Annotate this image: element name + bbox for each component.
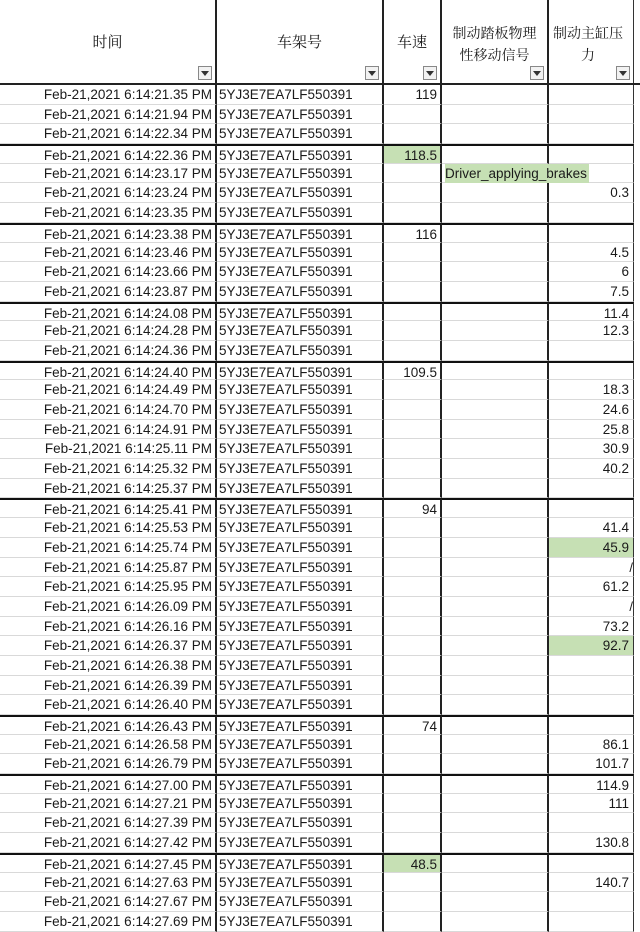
table-row[interactable] (0, 420, 640, 440)
cell-time[interactable]: Feb-21,2021 6:14:24.91 PM (0, 420, 217, 440)
cell-vin[interactable]: 5YJ3E7EA7LF550391 (217, 715, 384, 735)
cell-pressure[interactable]: 30.9 (549, 439, 634, 459)
table-row[interactable] (0, 636, 640, 656)
filter-dropdown-icon[interactable] (423, 66, 437, 80)
cell-time[interactable]: Feb-21,2021 6:14:24.36 PM (0, 341, 217, 361)
cell-speed[interactable] (384, 794, 442, 814)
cell-brake-signal[interactable] (442, 85, 549, 105)
table-row[interactable] (0, 203, 640, 223)
cell-speed[interactable]: 48.5 (384, 853, 442, 873)
cell-pressure[interactable] (549, 479, 634, 499)
cell-speed[interactable] (384, 479, 442, 499)
cell-speed[interactable] (384, 873, 442, 893)
cell-vin[interactable]: 5YJ3E7EA7LF550391 (217, 341, 384, 361)
table-row[interactable] (0, 105, 640, 125)
table-body (0, 85, 640, 932)
cell-brake-signal[interactable] (442, 558, 549, 578)
cell-vin[interactable]: 5YJ3E7EA7LF550391 (217, 912, 384, 932)
cell-speed[interactable] (384, 439, 442, 459)
cell-brake-signal[interactable] (442, 380, 549, 400)
table-row[interactable] (0, 282, 640, 302)
cell-vin[interactable]: 5YJ3E7EA7LF550391 (217, 558, 384, 578)
cell-pressure[interactable]: 73.2 (549, 617, 634, 637)
cell-time[interactable]: Feb-21,2021 6:14:21.94 PM (0, 105, 217, 125)
cell-vin[interactable]: 5YJ3E7EA7LF550391 (217, 774, 384, 794)
cell-time[interactable]: Feb-21,2021 6:14:22.34 PM (0, 124, 217, 144)
cell-vin[interactable]: 5YJ3E7EA7LF550391 (217, 518, 384, 538)
cell-speed[interactable] (384, 262, 442, 282)
cell-vin[interactable]: 5YJ3E7EA7LF550391 (217, 243, 384, 263)
table-row[interactable] (0, 518, 640, 538)
table-row[interactable] (0, 676, 640, 696)
cell-time[interactable]: Feb-21,2021 6:14:27.63 PM (0, 873, 217, 893)
table-row[interactable] (0, 715, 640, 735)
table-row[interactable] (0, 164, 640, 184)
cell-pressure[interactable]: 18.3 (549, 380, 634, 400)
cell-vin[interactable]: 5YJ3E7EA7LF550391 (217, 833, 384, 853)
cell-brake-signal[interactable] (442, 479, 549, 499)
cell-vin[interactable]: 5YJ3E7EA7LF550391 (217, 676, 384, 696)
cell-time[interactable]: Feb-21,2021 6:14:25.74 PM (0, 538, 217, 558)
cell-vin[interactable]: 5YJ3E7EA7LF550391 (217, 656, 384, 676)
cell-speed[interactable] (384, 597, 442, 617)
cell-brake-signal[interactable] (442, 873, 549, 893)
filter-dropdown-icon[interactable] (365, 66, 379, 80)
cell-brake-signal[interactable] (442, 124, 549, 144)
cell-pressure[interactable] (549, 105, 634, 125)
cell-speed[interactable] (384, 892, 442, 912)
cell-time[interactable]: Feb-21,2021 6:14:26.16 PM (0, 617, 217, 637)
cell-time[interactable]: Feb-21,2021 6:14:25.95 PM (0, 577, 217, 597)
cell-pressure[interactable]: 45.9 (549, 538, 634, 558)
cell-speed[interactable] (384, 912, 442, 932)
cell-time[interactable]: Feb-21,2021 6:14:25.41 PM (0, 498, 217, 518)
cell-brake-signal[interactable] (442, 695, 549, 715)
cell-vin[interactable]: 5YJ3E7EA7LF550391 (217, 380, 384, 400)
column-title-vin: 车架号 (276, 34, 322, 51)
cell-pressure[interactable]: 61.2 (549, 577, 634, 597)
cell-speed[interactable] (384, 420, 442, 440)
cell-pressure[interactable] (549, 695, 634, 715)
cell-time[interactable]: Feb-21,2021 6:14:26.43 PM (0, 715, 217, 735)
table-row[interactable] (0, 223, 640, 243)
cell-vin[interactable]: 5YJ3E7EA7LF550391 (217, 302, 384, 322)
cell-pressure[interactable] (549, 558, 634, 578)
cell-time[interactable]: Feb-21,2021 6:14:25.87 PM (0, 558, 217, 578)
table-row[interactable] (0, 144, 640, 164)
table-header (0, 0, 640, 85)
cell-speed[interactable] (384, 203, 442, 223)
cell-time[interactable]: Feb-21,2021 6:14:26.09 PM (0, 597, 217, 617)
cell-pressure[interactable] (549, 203, 634, 223)
cell-speed[interactable]: 118.5 (384, 144, 442, 164)
cell-brake-signal[interactable] (442, 164, 587, 184)
cell-time[interactable]: Feb-21,2021 6:14:24.08 PM (0, 302, 217, 322)
cell-speed[interactable] (384, 105, 442, 125)
cell-speed[interactable]: 116 (384, 223, 442, 243)
cell-speed[interactable] (384, 321, 442, 341)
cell-brake-signal[interactable] (442, 715, 549, 735)
cell-vin[interactable]: 5YJ3E7EA7LF550391 (217, 892, 384, 912)
cell-pressure[interactable] (549, 144, 634, 164)
cell-time[interactable]: Feb-21,2021 6:14:27.45 PM (0, 853, 217, 873)
cell-pressure[interactable]: 6 (549, 262, 634, 282)
truncated-value-marker: / (629, 559, 633, 575)
cell-brake-signal[interactable] (442, 656, 549, 676)
table-row[interactable] (0, 459, 640, 479)
cell-pressure[interactable] (549, 853, 634, 873)
cell-pressure[interactable]: 41.4 (549, 518, 634, 538)
cell-speed[interactable]: 109.5 (384, 361, 442, 381)
cell-speed[interactable] (384, 459, 442, 479)
table-row[interactable] (0, 695, 640, 715)
cell-pressure[interactable]: 0.3 (549, 183, 634, 203)
cell-pressure[interactable]: 40.2 (549, 459, 634, 479)
cell-brake-signal[interactable] (442, 321, 549, 341)
column-header-pressure[interactable] (549, 0, 634, 83)
cell-speed[interactable] (384, 636, 442, 656)
cell-time[interactable]: Feb-21,2021 6:14:26.40 PM (0, 695, 217, 715)
cell-vin[interactable]: 5YJ3E7EA7LF550391 (217, 597, 384, 617)
cell-vin[interactable]: 5YJ3E7EA7LF550391 (217, 853, 384, 873)
cell-vin[interactable]: 5YJ3E7EA7LF550391 (217, 223, 384, 243)
cell-vin[interactable]: 5YJ3E7EA7LF550391 (217, 124, 384, 144)
cell-brake-signal[interactable] (442, 223, 549, 243)
cell-vin[interactable]: 5YJ3E7EA7LF550391 (217, 420, 384, 440)
column-title-pressure-line1: 制动主缸压 (553, 25, 623, 41)
cell-vin[interactable]: 5YJ3E7EA7LF550391 (217, 498, 384, 518)
table-row[interactable] (0, 321, 640, 341)
cell-speed[interactable] (384, 676, 442, 696)
cell-vin[interactable]: 5YJ3E7EA7LF550391 (217, 794, 384, 814)
cell-brake-signal[interactable] (442, 243, 549, 263)
cell-time[interactable]: Feb-21,2021 6:14:25.32 PM (0, 459, 217, 479)
table-row[interactable] (0, 538, 640, 558)
column-title-pressure-line2: 力 (581, 47, 595, 63)
cell-brake-signal[interactable] (442, 794, 549, 814)
cell-vin[interactable]: 5YJ3E7EA7LF550391 (217, 85, 384, 105)
cell-brake-signal[interactable] (442, 912, 549, 932)
cell-pressure[interactable]: 11.4 (549, 302, 634, 322)
cell-time[interactable]: Feb-21,2021 6:14:24.49 PM (0, 380, 217, 400)
cell-time[interactable]: Feb-21,2021 6:14:21.35 PM (0, 85, 217, 105)
cell-brake-signal[interactable] (442, 203, 549, 223)
table-row[interactable] (0, 794, 640, 814)
cell-brake-signal[interactable] (442, 617, 549, 637)
cell-time[interactable]: Feb-21,2021 6:14:22.36 PM (0, 144, 217, 164)
cell-pressure[interactable]: 24.6 (549, 400, 634, 420)
cell-time[interactable]: Feb-21,2021 6:14:26.79 PM (0, 754, 217, 774)
table-row[interactable] (0, 380, 640, 400)
cell-vin[interactable]: 5YJ3E7EA7LF550391 (217, 538, 384, 558)
cell-vin[interactable]: 5YJ3E7EA7LF550391 (217, 282, 384, 302)
table-row[interactable] (0, 400, 640, 420)
brake-signal-text: Driver_applying_brakes (445, 164, 589, 184)
cell-pressure[interactable] (549, 715, 634, 735)
cell-time[interactable]: Feb-21,2021 6:14:27.00 PM (0, 774, 217, 794)
cell-pressure[interactable]: 25.8 (549, 420, 634, 440)
cell-vin[interactable]: 5YJ3E7EA7LF550391 (217, 479, 384, 499)
cell-vin[interactable]: 5YJ3E7EA7LF550391 (217, 577, 384, 597)
column-title-pressure (549, 22, 633, 66)
table-row[interactable] (0, 813, 640, 833)
table-row[interactable] (0, 124, 640, 144)
cell-pressure[interactable]: 7.5 (549, 282, 634, 302)
cell-brake-signal[interactable] (442, 459, 549, 479)
cell-time[interactable]: Feb-21,2021 6:14:26.38 PM (0, 656, 217, 676)
cell-vin[interactable]: 5YJ3E7EA7LF550391 (217, 439, 384, 459)
column-title-time: 时间 (92, 34, 123, 51)
cell-speed[interactable] (384, 380, 442, 400)
cell-time[interactable]: Feb-21,2021 6:14:23.17 PM (0, 164, 217, 184)
truncated-value-marker: / (629, 598, 633, 614)
cell-speed[interactable] (384, 774, 442, 794)
table-row[interactable] (0, 183, 640, 203)
cell-time[interactable]: Feb-21,2021 6:14:25.53 PM (0, 518, 217, 538)
cell-brake-signal[interactable] (442, 400, 549, 420)
cell-pressure[interactable] (549, 498, 634, 518)
cell-pressure[interactable] (549, 676, 634, 696)
cell-speed[interactable] (384, 400, 442, 420)
cell-pressure[interactable] (549, 341, 634, 361)
cell-brake-signal[interactable] (442, 439, 549, 459)
column-header-time[interactable] (0, 0, 217, 83)
cell-brake-signal[interactable] (442, 518, 549, 538)
table-row[interactable] (0, 617, 640, 637)
cell-pressure[interactable]: 130.8 (549, 833, 634, 853)
cell-time[interactable]: Feb-21,2021 6:14:27.21 PM (0, 794, 217, 814)
cell-vin[interactable]: 5YJ3E7EA7LF550391 (217, 164, 384, 184)
cell-speed[interactable] (384, 754, 442, 774)
cell-brake-signal[interactable] (442, 183, 549, 203)
cell-time[interactable]: Feb-21,2021 6:14:23.35 PM (0, 203, 217, 223)
cell-pressure[interactable]: 111 (549, 794, 634, 814)
cell-brake-signal[interactable] (442, 833, 549, 853)
table-row[interactable] (0, 243, 640, 263)
cell-pressure[interactable]: 4.5 (549, 243, 634, 263)
table-row[interactable] (0, 912, 640, 932)
cell-vin[interactable]: 5YJ3E7EA7LF550391 (217, 735, 384, 755)
cell-vin[interactable]: 5YJ3E7EA7LF550391 (217, 144, 384, 164)
cell-vin[interactable]: 5YJ3E7EA7LF550391 (217, 754, 384, 774)
cell-brake-signal[interactable] (442, 813, 549, 833)
filter-dropdown-icon[interactable] (616, 66, 630, 80)
table-row[interactable] (0, 597, 640, 617)
cell-brake-signal[interactable] (442, 420, 549, 440)
cell-vin[interactable]: 5YJ3E7EA7LF550391 (217, 321, 384, 341)
cell-vin[interactable]: 5YJ3E7EA7LF550391 (217, 262, 384, 282)
cell-speed[interactable] (384, 695, 442, 715)
cell-time[interactable]: Feb-21,2021 6:14:27.69 PM (0, 912, 217, 932)
cell-speed[interactable] (384, 617, 442, 637)
cell-time[interactable]: Feb-21,2021 6:14:27.39 PM (0, 813, 217, 833)
cell-speed[interactable] (384, 735, 442, 755)
cell-brake-signal[interactable] (442, 498, 549, 518)
cell-pressure[interactable]: 92.7 (549, 636, 634, 656)
cell-speed[interactable] (384, 164, 442, 184)
cell-brake-signal[interactable] (442, 636, 549, 656)
table-row[interactable] (0, 558, 640, 578)
table-row[interactable] (0, 361, 640, 381)
cell-pressure[interactable]: 114.9 (549, 774, 634, 794)
column-title-brake-signal (442, 22, 547, 66)
cell-pressure[interactable]: 86.1 (549, 735, 634, 755)
cell-pressure[interactable] (549, 124, 634, 144)
cell-vin[interactable]: 5YJ3E7EA7LF550391 (217, 873, 384, 893)
table-row[interactable] (0, 302, 640, 322)
cell-brake-signal[interactable] (442, 892, 549, 912)
cell-time[interactable]: Feb-21,2021 6:14:23.66 PM (0, 262, 217, 282)
cell-brake-signal[interactable] (442, 361, 549, 381)
cell-time[interactable]: Feb-21,2021 6:14:23.38 PM (0, 223, 217, 243)
cell-pressure[interactable]: 12.3 (549, 321, 634, 341)
cell-speed[interactable] (384, 302, 442, 322)
cell-vin[interactable]: 5YJ3E7EA7LF550391 (217, 361, 384, 381)
column-title-brake-line1: 制动踏板物理 (452, 25, 537, 41)
cell-vin[interactable]: 5YJ3E7EA7LF550391 (217, 636, 384, 656)
cell-vin[interactable]: 5YJ3E7EA7LF550391 (217, 459, 384, 479)
cell-vin[interactable]: 5YJ3E7EA7LF550391 (217, 105, 384, 125)
table-row[interactable] (0, 85, 640, 105)
cell-pressure[interactable]: 101.7 (549, 754, 634, 774)
table-row[interactable] (0, 774, 640, 794)
cell-speed[interactable] (384, 577, 442, 597)
cell-brake-signal[interactable] (442, 774, 549, 794)
filter-dropdown-icon[interactable] (198, 66, 212, 80)
cell-brake-signal[interactable] (442, 282, 549, 302)
cell-time[interactable]: Feb-21,2021 6:14:27.42 PM (0, 833, 217, 853)
cell-time[interactable]: Feb-21,2021 6:14:23.46 PM (0, 243, 217, 263)
cell-brake-signal[interactable] (442, 341, 549, 361)
cell-speed[interactable] (384, 282, 442, 302)
filter-dropdown-icon[interactable] (530, 66, 544, 80)
cell-pressure[interactable] (549, 597, 634, 617)
table-row[interactable] (0, 262, 640, 282)
table-row[interactable] (0, 341, 640, 361)
table-row[interactable] (0, 873, 640, 893)
cell-brake-signal[interactable] (442, 853, 549, 873)
column-header-vin[interactable] (217, 0, 384, 83)
cell-speed[interactable] (384, 558, 442, 578)
cell-speed[interactable] (384, 243, 442, 263)
table-row[interactable] (0, 577, 640, 597)
cell-vin[interactable]: 5YJ3E7EA7LF550391 (217, 183, 384, 203)
cell-time[interactable]: Feb-21,2021 6:14:26.58 PM (0, 735, 217, 755)
cell-pressure[interactable] (549, 223, 634, 243)
column-header-brake-signal[interactable] (442, 0, 549, 83)
cell-brake-signal[interactable] (442, 597, 549, 617)
cell-time[interactable]: Feb-21,2021 6:14:25.37 PM (0, 479, 217, 499)
cell-speed[interactable]: 119 (384, 85, 442, 105)
cell-brake-signal[interactable] (442, 577, 549, 597)
cell-time[interactable]: Feb-21,2021 6:14:23.24 PM (0, 183, 217, 203)
cell-brake-signal[interactable] (442, 105, 549, 125)
cell-pressure[interactable] (549, 656, 634, 676)
table-row[interactable] (0, 735, 640, 755)
cell-brake-signal[interactable] (442, 538, 549, 558)
table-row[interactable] (0, 892, 640, 912)
table-row[interactable] (0, 479, 640, 499)
column-header-speed[interactable] (384, 0, 442, 83)
column-title-brake-line2: 性移动信号 (459, 47, 530, 63)
cell-brake-signal[interactable] (442, 262, 549, 282)
cell-time[interactable]: Feb-21,2021 6:14:24.70 PM (0, 400, 217, 420)
cell-vin[interactable]: 5YJ3E7EA7LF550391 (217, 203, 384, 223)
cell-speed[interactable]: 74 (384, 715, 442, 735)
column-title-speed: 车速 (396, 34, 427, 51)
cell-speed[interactable] (384, 518, 442, 538)
cell-speed[interactable] (384, 124, 442, 144)
table-row[interactable] (0, 853, 640, 873)
table-row[interactable] (0, 833, 640, 853)
cell-speed[interactable] (384, 538, 442, 558)
cell-pressure[interactable] (549, 813, 634, 833)
table-row[interactable] (0, 656, 640, 676)
cell-time[interactable]: Feb-21,2021 6:14:23.87 PM (0, 282, 217, 302)
cell-pressure[interactable]: 140.7 (549, 873, 634, 893)
cell-vin[interactable]: 5YJ3E7EA7LF550391 (217, 813, 384, 833)
table-row[interactable] (0, 754, 640, 774)
cell-brake-signal[interactable] (442, 754, 549, 774)
cell-pressure[interactable] (549, 892, 634, 912)
cell-time[interactable]: Feb-21,2021 6:14:24.28 PM (0, 321, 217, 341)
cell-speed[interactable] (384, 656, 442, 676)
cell-brake-signal[interactable] (442, 144, 549, 164)
cell-speed[interactable] (384, 183, 442, 203)
cell-time[interactable]: Feb-21,2021 6:14:27.67 PM (0, 892, 217, 912)
cell-speed[interactable] (384, 341, 442, 361)
cell-pressure[interactable] (549, 361, 634, 381)
cell-brake-signal[interactable] (442, 302, 549, 322)
cell-speed[interactable] (384, 833, 442, 853)
cell-vin[interactable]: 5YJ3E7EA7LF550391 (217, 695, 384, 715)
cell-time[interactable]: Feb-21,2021 6:14:25.11 PM (0, 439, 217, 459)
table-row[interactable] (0, 439, 640, 459)
cell-speed[interactable] (384, 813, 442, 833)
cell-time[interactable]: Feb-21,2021 6:14:26.37 PM (0, 636, 217, 656)
cell-pressure[interactable] (549, 85, 634, 105)
cell-pressure[interactable] (549, 912, 634, 932)
cell-brake-signal[interactable] (442, 676, 549, 696)
cell-vin[interactable]: 5YJ3E7EA7LF550391 (217, 617, 384, 637)
table-row[interactable] (0, 498, 640, 518)
cell-brake-signal[interactable] (442, 735, 549, 755)
cell-vin[interactable]: 5YJ3E7EA7LF550391 (217, 400, 384, 420)
cell-time[interactable]: Feb-21,2021 6:14:24.40 PM (0, 361, 217, 381)
cell-time[interactable]: Feb-21,2021 6:14:26.39 PM (0, 676, 217, 696)
cell-speed[interactable]: 94 (384, 498, 442, 518)
